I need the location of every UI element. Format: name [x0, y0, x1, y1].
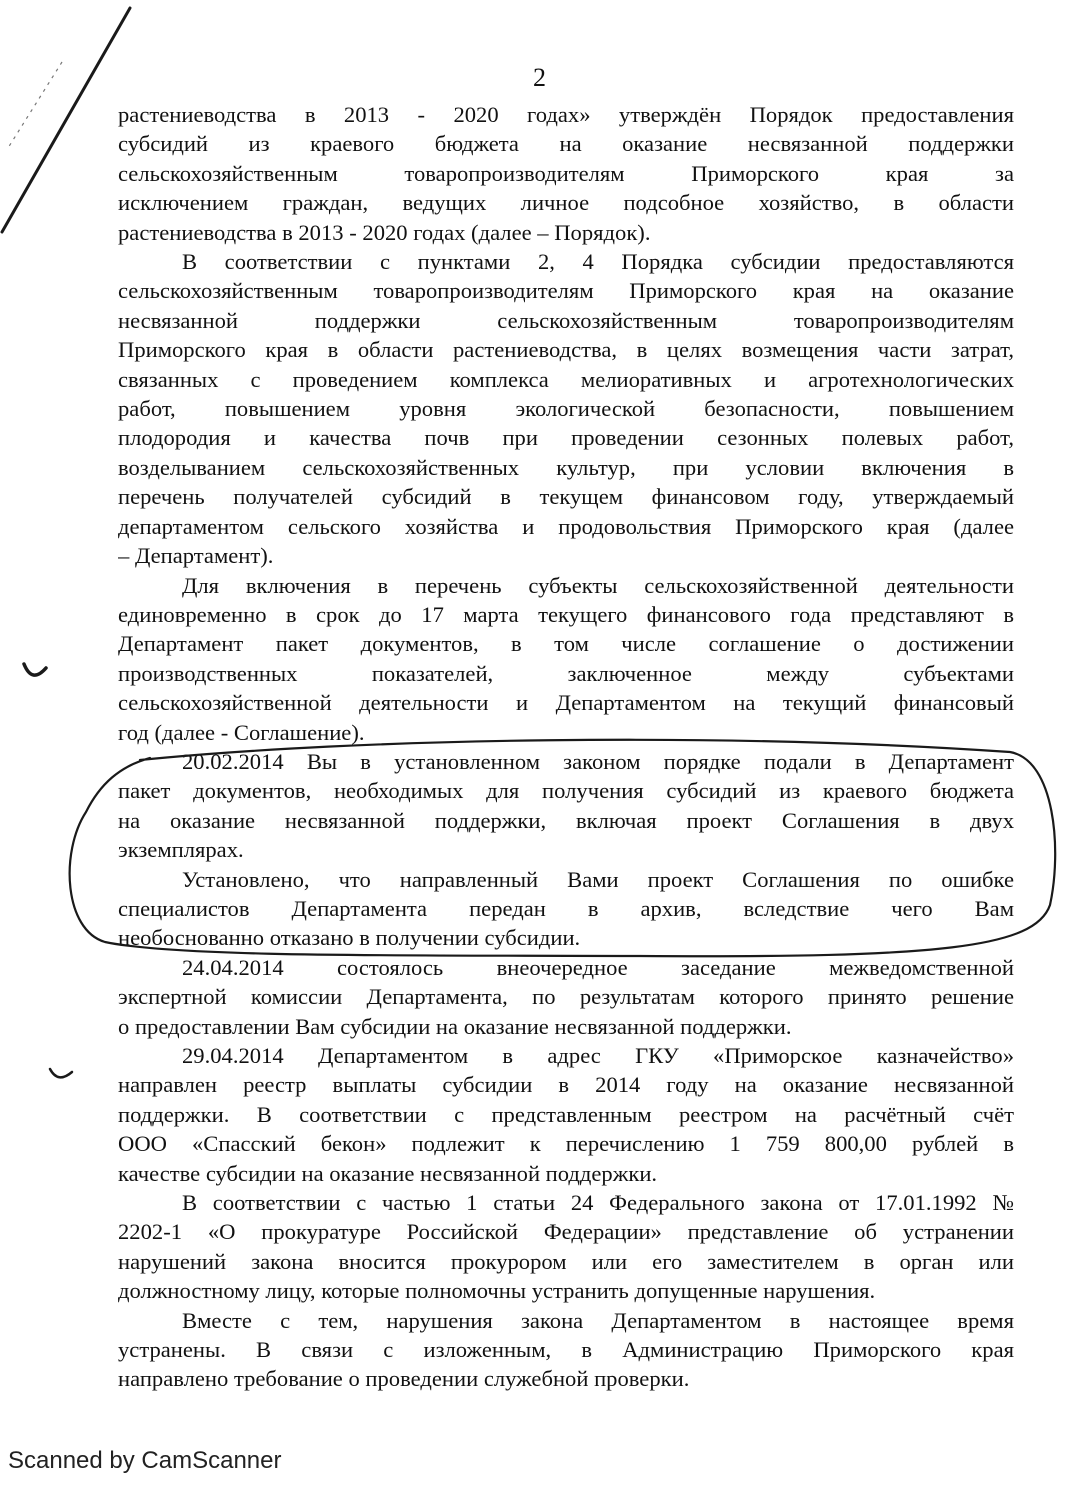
- check-mark: [50, 1069, 72, 1077]
- paragraph-conclusion: [118, 1306, 1014, 1394]
- paragraph-registry: [118, 1041, 1014, 1188]
- text-line: 2202-1 «О прокуратуре Российской Федерации» представление об устранении: [118, 1219, 1014, 1245]
- document-body: [118, 100, 1014, 1394]
- text-line: экземплярах.: [118, 837, 244, 863]
- text-line: 20.02.2014 Вы в установленном законом порядке подали в Департамент: [182, 748, 1014, 774]
- text-line: Для включения в перечень субъекты сельскохозяйственной деятельности: [182, 572, 1014, 598]
- text-line: В соответствии с частью 1 статьи 24 Федерального закона от 17.01.1992 №: [182, 1190, 1014, 1216]
- check-mark: [24, 664, 46, 675]
- text-line: департаментом сельского хозяйства и продовольствия Приморского края (далее: [118, 513, 1014, 539]
- scanner-watermark: Scanned by CamScanner: [8, 1447, 282, 1474]
- text-line: устранены. В связи с изложенным, в Администрацию Приморского края: [118, 1337, 1014, 1363]
- text-line: работ, повышением уровня экологической безопасности, повышением: [118, 396, 1014, 422]
- text-line: сельскохозяйственным товаропроизводителям Приморского края на оказание: [118, 278, 1014, 304]
- text-line: нарушений закона вносится прокурором или его заместителем в орган или: [118, 1248, 1014, 1274]
- text-line: качестве субсидии на оказание несвязанной поддержки.: [118, 1160, 658, 1186]
- text-line: ООО «Спасский бекон» подлежит к перечислению 1 759 800,00 рублей в: [118, 1131, 1014, 1157]
- text-line: – Департамент).: [118, 543, 274, 569]
- paragraph-intro: [118, 100, 1014, 247]
- text-line: направлен реестр выплаты субсидии в 2014 году на оказание несвязанной: [118, 1072, 1014, 1098]
- text-line: Вместе с тем, нарушения закона Департаментом в настоящее время: [182, 1307, 1014, 1333]
- text-line: сельскохозяйственным товаропроизводителям Приморского края за: [118, 160, 1014, 186]
- text-line: Приморского края в области растениеводства, в целях возмещения части затрат,: [118, 337, 1014, 363]
- paragraph-legal-basis: [118, 1188, 1014, 1306]
- pen-stroke-diagonal: [2, 8, 130, 232]
- text-line: перечень получателей субсидий в текущем финансовом году, утверждаемый: [118, 484, 1014, 510]
- page-number: 2: [533, 63, 546, 92]
- paragraph-inclusion: [118, 571, 1014, 747]
- text-line: производственных показателей, заключенное между субъектами: [118, 660, 1014, 686]
- text-line: сельскохозяйственной деятельности и Департаментом на текущий финансовый: [118, 690, 1014, 716]
- paragraph-submission: [118, 747, 1014, 865]
- text-line: должностному лицу, которые полномочны устранить допущенные нарушения.: [118, 1278, 876, 1304]
- text-line: В соответствии с пунктами 2, 4 Порядка субсидии предоставляются: [182, 249, 1014, 275]
- paragraph-commission: [118, 953, 1014, 1041]
- text-line: пакет документов, необходимых для получения субсидий из краевого бюджета: [118, 778, 1014, 804]
- text-line: экспертной комиссии Департамента, по результатам которого принято решение: [118, 984, 1014, 1010]
- text-line: растениеводства в 2013 - 2020 годах (далее – Порядок).: [118, 219, 651, 245]
- text-line: растениеводства в 2013 - 2020 годах» утверждён Порядок предоставления: [118, 102, 1014, 127]
- text-line: специалистов Департамента передан в архив, вследствие чего Вам: [118, 895, 1014, 921]
- text-line: Департамент пакет документов, в том числе соглашение о достижении: [118, 631, 1014, 657]
- text-line: несвязанной поддержки сельскохозяйственным товаропроизводителям: [118, 307, 1014, 333]
- text-line: поддержки. В соответствии с представленным реестром на расчётный счёт: [118, 1101, 1014, 1127]
- text-line: единовременно в срок до 17 марта текущего финансового года представляют в: [118, 601, 1014, 627]
- text-line: связанных с проведением комплекса мелиоративных и агротехнологических: [118, 366, 1014, 392]
- paragraph-subsidy-conditions: [118, 247, 1014, 570]
- text-line: о предоставлении Вам субсидии на оказание несвязанной поддержки.: [118, 1013, 792, 1039]
- paragraph-finding: [118, 865, 1014, 953]
- text-line: направлено требование о проведении служебной проверки.: [118, 1366, 690, 1392]
- text-line: плодородия и качества почв при проведении сезонных полевых работ,: [118, 425, 1014, 451]
- text-line: на оказание несвязанной поддержки, включая проект Соглашения в двух: [118, 807, 1014, 833]
- text-line: год (далее - Соглашение).: [118, 719, 365, 745]
- text-line: возделыванием сельскохозяйственных культур, при условии включения в: [118, 454, 1014, 480]
- text-line: Установлено, что направленный Вами проект Соглашения по ошибке: [182, 866, 1014, 892]
- text-line: 24.04.2014 состоялось внеочередное заседание межведомственной: [182, 954, 1014, 980]
- text-line: исключением граждан, ведущих личное подсобное хозяйство, в области: [118, 190, 1014, 216]
- text-line: 29.04.2014 Департаментом в адрес ГКУ «Приморское казначейство»: [182, 1043, 1014, 1068]
- text-line: необоснованно отказано в получении субсидии.: [118, 925, 581, 951]
- text-line: субсидий из краевого бюджета на оказание несвязанной поддержки: [118, 131, 1014, 157]
